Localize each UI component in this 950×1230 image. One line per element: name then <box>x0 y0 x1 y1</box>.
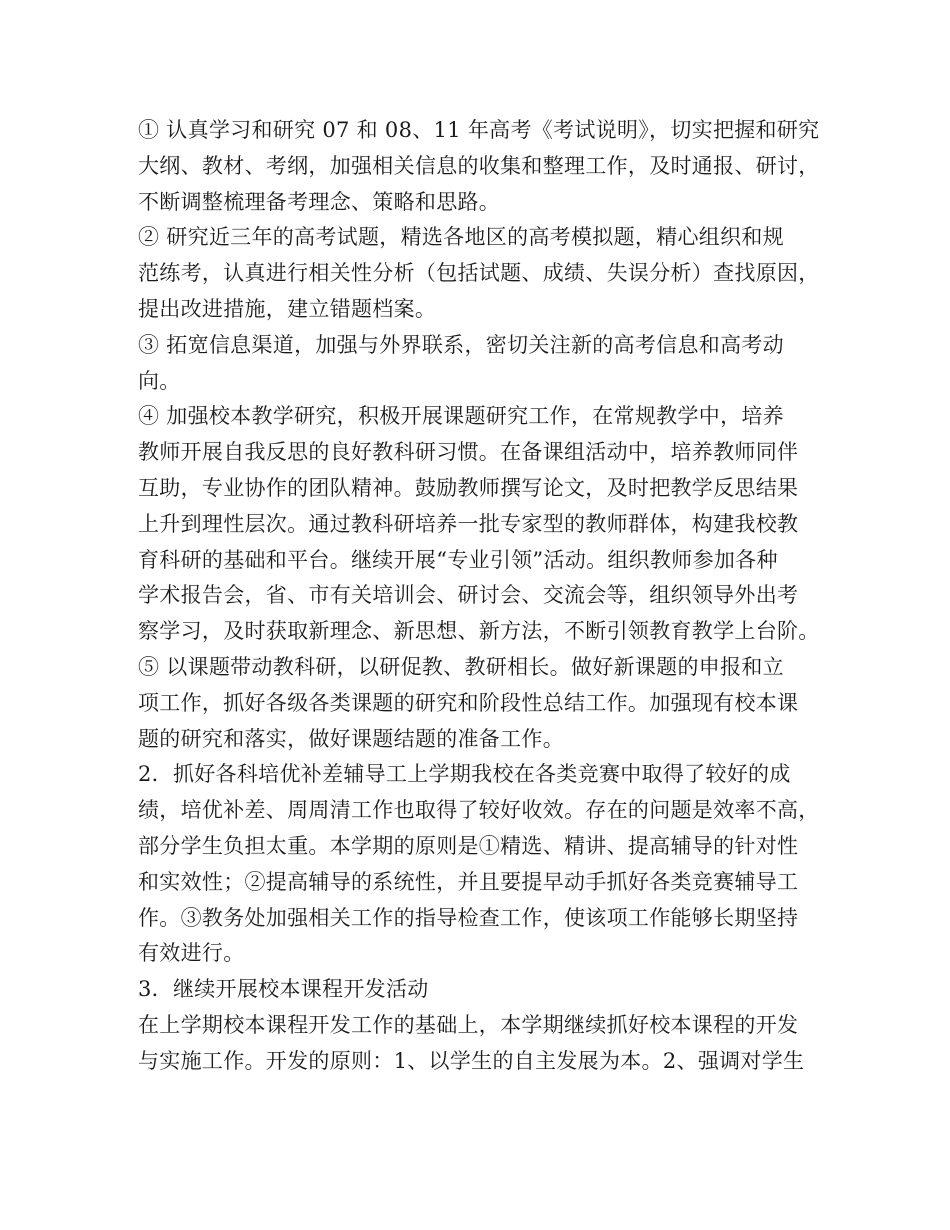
text-line: 题的研究和落实，做好课题结题的准备工作。 <box>138 726 564 751</box>
text-line: 大纲、教材、考纲，加强相关信息的收集和整理工作，及时通报、研讨， <box>138 153 820 178</box>
text-line: 作。③教务处加强相关工作的指导检查工作，使该项工作能够长期坚持 <box>138 905 799 930</box>
text-line: 范练考，认真进行相关性分析（包括试题、成绩、失误分析）查找原因， <box>138 261 820 286</box>
text-line: ③ 拓宽信息渠道，加强与外界联系，密切关注新的高考信息和高考动 <box>138 332 784 357</box>
text-line: ④ 加强校本教学研究，积极开展课题研究工作，在常规教学中，培养 <box>138 404 784 429</box>
text-line: ⑤ 以课题带动教科研，以研促教、教研相长。做好新课题的申报和立 <box>138 654 784 679</box>
text-line: 部分学生负担太重。本学期的原则是①精选、精讲、提高辅导的针对性 <box>138 833 799 858</box>
document-body <box>138 113 828 1080</box>
text-line: 绩，培优补差、周周清工作也取得了较好收效。存在的问题是效率不高， <box>138 798 820 823</box>
text-line: 在上学期校本课程开发工作的基础上，本学期继续抓好校本课程的开发 <box>138 1012 799 1037</box>
text-line: 学术报告会，省、市有关培训会、研讨会、交流会等，组织领导外出考 <box>138 583 799 608</box>
text-line: 上升到理性层次。通过教科研培养一批专家型的教师群体，构建我校教 <box>138 511 799 536</box>
text-line: 有效进行。 <box>138 941 245 966</box>
text-line: 项工作，抓好各级各类课题的研究和阶段性总结工作。加强现有校本课 <box>138 690 799 715</box>
text-line: 与实施工作。开发的原则：1、以学生的自主发展为本。2、强调对学生 <box>138 1048 805 1073</box>
text-line: 向。 <box>138 368 181 393</box>
text-line: 2．抓好各科培优补差辅导工上学期我校在各类竞赛中取得了较好的成 <box>138 762 791 787</box>
text-line: 教师开展自我反思的良好教科研习惯。在备课组活动中，培养教师同伴 <box>138 440 799 465</box>
text-line: ① 认真学习和研究 07 和 08、11 年高考《考试说明》，切实把握和研究 <box>138 118 820 142</box>
text-line: 育科研的基础和平台。继续开展“专业引领”活动。组织教师参加各种 <box>138 547 778 572</box>
text-line: 察学习，及时获取新理念、新思想、新方法，不断引领教育教学上台阶。 <box>138 619 820 644</box>
text-line: 不断调整梳理备考理念、策略和思路。 <box>138 189 501 214</box>
text-line: ② 研究近三年的高考试题，精选各地区的高考模拟题，精心组织和规 <box>138 225 784 250</box>
text-line: 提出改进措施，建立错题档案。 <box>138 296 437 321</box>
text-line: 和实效性；②提高辅导的系统性，并且要提早动手抓好各类竞赛辅导工 <box>138 869 799 894</box>
text-line: 3．继续开展校本课程开发活动 <box>138 977 429 1002</box>
text-line: 互助，专业协作的团队精神。鼓励教师撰写论文，及时把教学反思结果 <box>138 475 799 500</box>
